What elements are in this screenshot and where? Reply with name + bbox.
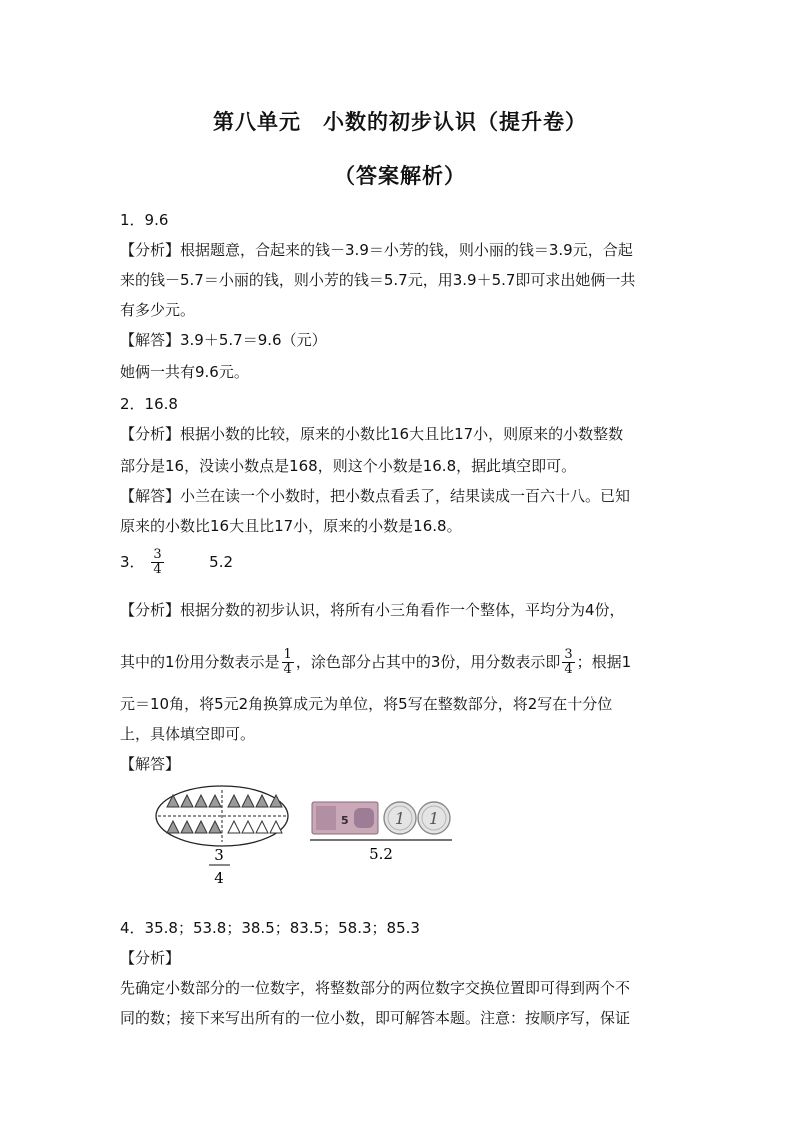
fraction-denominator: 4: [564, 662, 573, 677]
q3-solution-figure: [0, 780, 800, 890]
unshaded-triangle: [242, 821, 254, 833]
fraction-numerator: 3: [564, 647, 573, 662]
q3-answer-decimal: 5.2: [209, 553, 234, 571]
fraction-denominator: 4: [283, 662, 292, 677]
q3-analysis-line4: 上，具体填空即可。: [120, 725, 256, 743]
figure-fraction-numerator: 3: [214, 846, 224, 864]
q3-analysis-line3: 元＝10角，将5元2角换算成元为单位，将5写在整数部分，将2写在十分位: [120, 695, 613, 713]
one-yuan-coin: [418, 802, 450, 834]
one-yuan-coin: [384, 802, 416, 834]
fraction-numerator: 3: [153, 547, 162, 562]
shaded-triangle: [228, 795, 240, 807]
shaded-triangle: [181, 821, 193, 833]
figure-fraction-denominator: 4: [214, 869, 224, 887]
shaded-triangle: [195, 795, 207, 807]
q3-analysis-line1: 【分析】根据分数的初步认识，将所有小三角看作一个整体，平均分为4份，: [120, 601, 625, 619]
q2-solution-line2: 原来的小数比16大且比17小，原来的小数是16.8。: [120, 517, 462, 535]
q3-analysis-text-b: ，涂色部分占其中的3份，用分数表示即: [295, 653, 561, 671]
five-yuan-banknote: [312, 802, 378, 834]
q3-answer-line: [120, 548, 233, 577]
q4-answer: 4．35.8；53.8；38.5；83.5；58.3；85.3: [120, 919, 420, 937]
unshaded-triangle: [228, 821, 240, 833]
q3-analysis-text-c: ；根据1: [576, 653, 632, 671]
q4-analysis-label: 【分析】: [120, 949, 181, 967]
shaded-triangle: [242, 795, 254, 807]
q1-solution-line1: 【解答】3.9＋5.7＝9.6（元）: [120, 331, 327, 349]
q3-solution-label: 【解答】: [120, 755, 181, 773]
q2-solution-line1: 【解答】小兰在读一个小数时，把小数点看丢了，结果读成一百六十八。已知: [120, 487, 631, 505]
q2-answer: 2．16.8: [120, 395, 178, 413]
coin-value: 1: [394, 809, 406, 828]
q1-answer: 1．9.6: [120, 211, 169, 229]
triangle-group-ellipse: [156, 786, 288, 846]
fraction-numerator: 1: [283, 647, 292, 662]
q2-analysis-line1: 【分析】根据小数的比较，原来的小数比16大且比17小，则原来的小数整数: [120, 425, 624, 443]
unshaded-triangle: [270, 821, 282, 833]
document-subtitle: （答案解析）: [334, 164, 466, 188]
shaded-triangle: [256, 795, 268, 807]
q1-analysis-line2: 来的钱－5.7＝小丽的钱，则小芳的钱＝5.7元，用3.9＋5.7即可求出她俩一共: [120, 271, 636, 289]
fraction-denominator: 4: [153, 562, 162, 577]
shaded-triangle: [181, 795, 193, 807]
shaded-triangle: [167, 795, 179, 807]
q2-analysis-line2: 部分是16，没读小数点是168，则这个小数是16.8，据此填空即可。: [120, 457, 577, 475]
banknote-value: 5: [341, 814, 349, 827]
q3-number: 3．: [120, 553, 145, 571]
shaded-triangle: [167, 821, 179, 833]
shaded-triangle: [209, 821, 221, 833]
unshaded-triangle: [256, 821, 268, 833]
q3-analysis-line2: [120, 648, 631, 677]
analysis-fraction-three-quarters: [562, 648, 574, 677]
coin-value: 1: [428, 809, 440, 828]
analysis-fraction-one-quarter: [282, 648, 294, 677]
q3-analysis-text-a: 其中的1份用分数表示是: [120, 653, 280, 671]
q1-analysis-line1: 【分析】根据题意，合起来的钱－3.9＝小芳的钱，则小丽的钱＝3.9元，合起: [120, 241, 633, 259]
shaded-triangle: [209, 795, 221, 807]
figure-money-label: 5.2: [369, 845, 393, 863]
q1-solution-line2: 她俩一共有9.6元。: [120, 363, 249, 381]
q4-analysis-line2: 同的数；接下来写出所有的一位小数，即可解答本题。注意：按顺序写，保证: [120, 1009, 631, 1027]
q3-answer-fraction: [151, 548, 163, 577]
q1-analysis-line3: 有多少元。: [120, 301, 196, 319]
q4-analysis-line1: 先确定小数部分的一位数字，将整数部分的两位数字交换位置即可得到两个不: [120, 979, 631, 997]
document-title: 第八单元 小数的初步认识（提升卷）: [213, 110, 587, 134]
shaded-triangle: [195, 821, 207, 833]
